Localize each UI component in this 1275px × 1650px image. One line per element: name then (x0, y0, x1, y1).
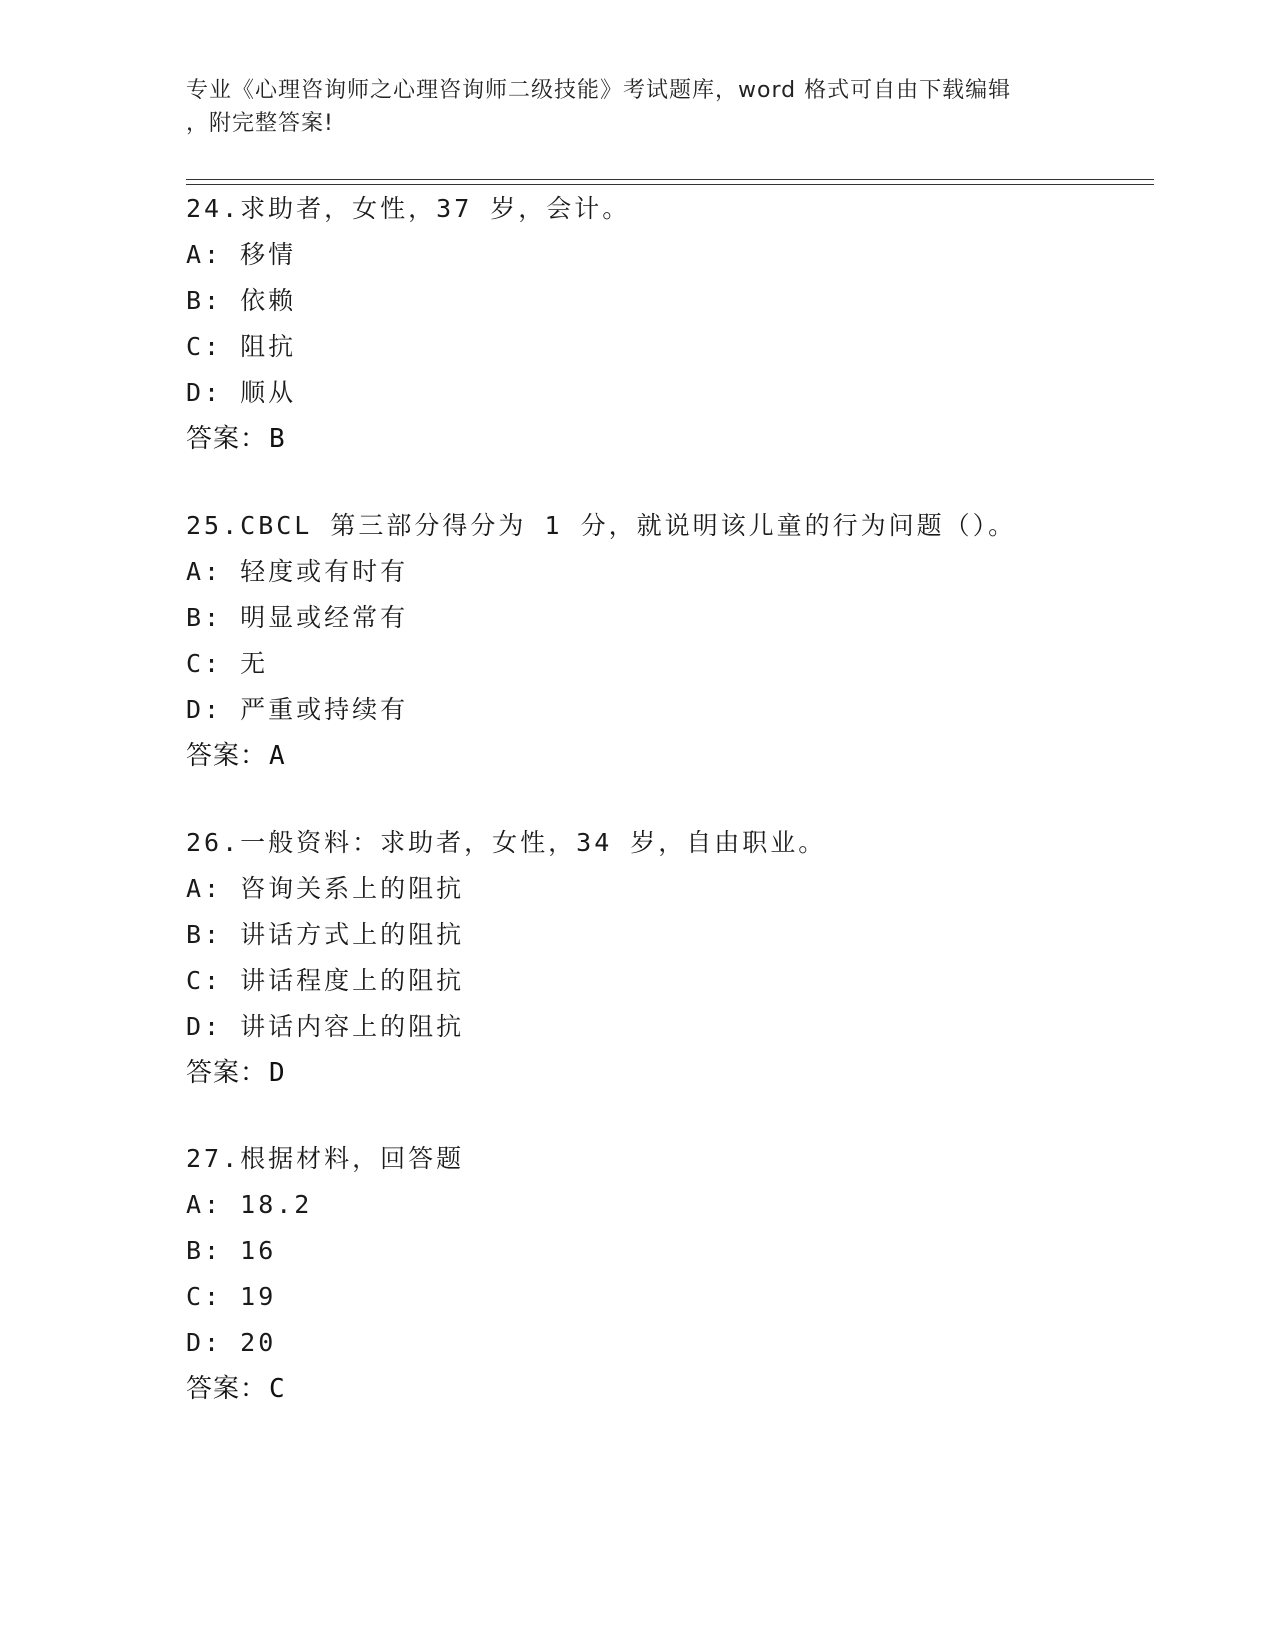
answer-line (186, 1366, 1146, 1412)
answer-value: C (269, 1374, 286, 1404)
option-d: D: 20 (186, 1328, 277, 1357)
option-d: D: 严重或持续有 (186, 695, 409, 724)
question-26 (186, 820, 1146, 1096)
answer-label: 答案： (186, 1058, 268, 1088)
question-stem: 27.根据材料，回答题 (186, 1144, 465, 1173)
answer-label: 答案： (186, 1374, 268, 1404)
option-c: C: 19 (186, 1282, 277, 1311)
answer-value: D (269, 1058, 286, 1088)
answer-value: B (269, 424, 286, 454)
option-a: A: 移情 (186, 240, 297, 269)
option-b: B: 讲话方式上的阻抗 (186, 920, 465, 949)
question-stem: 26.一般资料：求助者，女性，34 岁，自由职业。 (186, 828, 827, 857)
option-b: B: 16 (186, 1236, 277, 1265)
document-header (186, 74, 1086, 140)
header-divider-top (186, 179, 1154, 180)
header-divider-bottom (186, 184, 1154, 185)
question-stem: 25.CBCL 第三部分得分为 1 分，就说明该儿童的行为问题（）。 (186, 511, 1017, 540)
header-line-2: ，附完整答案! (186, 111, 334, 136)
answer-line (186, 1050, 1146, 1096)
option-d: D: 讲话内容上的阻抗 (186, 1012, 465, 1041)
answer-label: 答案： (186, 424, 268, 454)
option-b: B: 依赖 (186, 286, 297, 315)
answer-line (186, 733, 1146, 779)
option-c: C: 讲话程度上的阻抗 (186, 966, 465, 995)
option-a: A: 18.2 (186, 1190, 313, 1219)
option-d: D: 顺从 (186, 378, 297, 407)
answer-value: A (269, 741, 286, 771)
question-27 (186, 1136, 1146, 1412)
question-25 (186, 503, 1146, 779)
option-c: C: 阻抗 (186, 332, 297, 361)
option-a: A: 轻度或有时有 (186, 557, 409, 586)
question-stem: 24.求助者，女性，37 岁，会计。 (186, 194, 631, 223)
question-24 (186, 186, 1146, 462)
option-c: C: 无 (186, 649, 269, 678)
option-b: B: 明显或经常有 (186, 603, 409, 632)
answer-label: 答案： (186, 741, 268, 771)
answer-line (186, 416, 1146, 462)
option-a: A: 咨询关系上的阻抗 (186, 874, 465, 903)
header-line-1: 专业《心理咨询师之心理咨询师二级技能》考试题库，word 格式可自由下载编辑 (186, 78, 1012, 103)
